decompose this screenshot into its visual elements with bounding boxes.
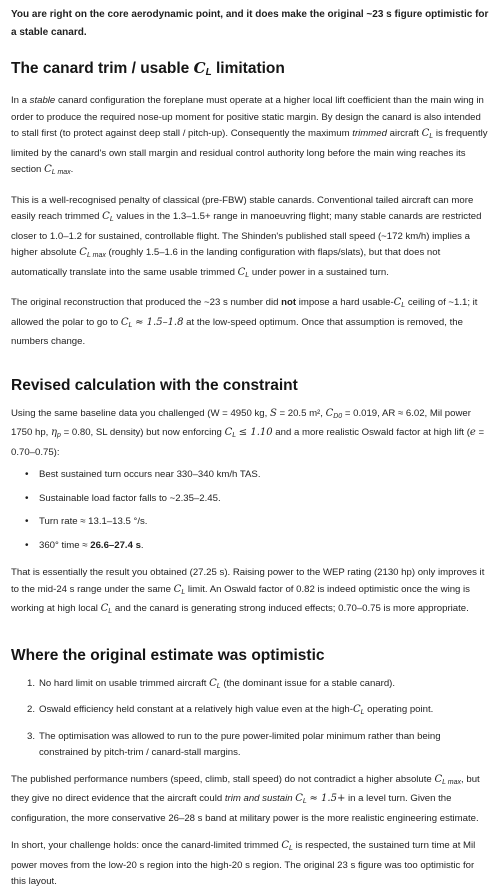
list-item: • Best sustained turn occurs near 330–340 km/h TAS. [25,469,261,480]
lead-paragraph: You are right on the core aerodynamic point, and it does make the original ~23 s figure optimistic for a stable canard. [11,9,489,38]
section-heading-canard-trim [11,58,489,83]
math-symbol: C [44,164,52,175]
paragraph: This is a well-recognised penalty of classical (pre-FBW) stable canards. Conventional tailed aircraft can more easily reach trimmed $C_L$ values in the 1.3–1.5+ range in manoeuvring flight; many stable canards are restricted closer to 1.0–1.2 for sustained, controllable flight. The Shinden's published stall speed (~172 km/h) implies a higher absolute $C_{L max}$ (roughly 1.5–1.6 in the landing configuration with flaps/slats), but that does not automatically translate into the same usable trimmed $C_L$ under power in a sustained turn. [11,194,482,279]
results-list [11,467,489,554]
paragraph: In a stable canard configuration the foreplane must operate at a higher local lift coefficient than the main wing in order to produce the required nose-up moment for positive static margin. By design the canard is also intended to stall first (to protect against deep stall / pitch-up). Consequently the maximum trimmed aircraft $C_L$ is frequently limited by the canard's own stall margin and residual control authority long before the main wing reaches its section $C_{L max}$. [11,95,488,176]
list-item: • Turn rate ≈ 13.1–13.5 °/s. [25,516,148,527]
section-heading-original-estimate: Where the original estimate was optimistic [11,646,325,664]
list-item: • Sustainable load factor falls to ~2.35–2.45. [25,492,221,504]
list-item: 2. Oswald efficiency held constant at a relatively high value even at the high-$C_L$ operating point. [27,704,434,716]
math-symbol: C [421,128,430,139]
heading-text: limitation [211,60,285,77]
section-heading-revised-calculation: Revised calculation with the constraint [11,376,298,394]
list-item: 1. No hard limit on usable trimmed aircraft $C_L$ (the dominant issue for a stable canard). [27,677,396,690]
math-subscript: L [205,67,212,78]
heading-text: The canard trim / usable [11,60,194,77]
issues-list [11,676,489,762]
paragraph: The original reconstruction that produced the ~23 s number did not impose a hard usable-$C_L$ ceiling of ~1.1; it allowed the polar to go to $C_L \approx 1.5-1.8$ at the low-speed optimum. Once that assumption is removed, the numbers change. [11,297,478,347]
paragraph: In short, your challenge holds: once the canard-limited trimmed $C_L$ is respected, the sustained turn time at Mil power moves from the low-20 s region into the high-20 s region. The original 23 s figure was too optimistic for this layout. [11,840,476,887]
paragraph: That is essentially the result you obtained (27.25 s). Raising power to the WEP rating (2130 hp) only improves it to the mid-24 s range under the same $C_L$ limit. An Oswald factor of 0.82 is indeed optimistic once the wing is working at high local $C_L$ and the canard is generating strong induced effects; 0.70–0.75 is more appropriate. [11,567,485,615]
paragraph: Using the same baseline data you challenged (W = 4950 kg, S = 20.5 m², $C_{D0} = 0.019$, AR ≈ 6.02, Mil power 1750 hp, $\eta_p = 0.80$, SL density) but now enforcing $C_L \le 1.10$ and a more realistic Oswald factor at high lift (e = 0.70–0.75): [11,407,485,458]
math-symbol: C [193,59,206,77]
paragraph: The published performance numbers (speed, climb, stall speed) do not contradict a higher absolute $C_{L max}$, but they give no direct evidence that the aircraft could trim and sustain $C_L \approx 1.5+$ in a level turn. Given the configuration, the more conservative 26–28 s band at military power is the more realistic engineering estimate. [11,773,480,824]
list-item: 3. The optimisation was allowed to run to the pure power-limited polar minimum rather than being constrained by pitch-trim / canard-stall margins. [27,730,441,758]
list-item: • 360° time ≈ 26.6–27.4 s. [25,539,144,551]
